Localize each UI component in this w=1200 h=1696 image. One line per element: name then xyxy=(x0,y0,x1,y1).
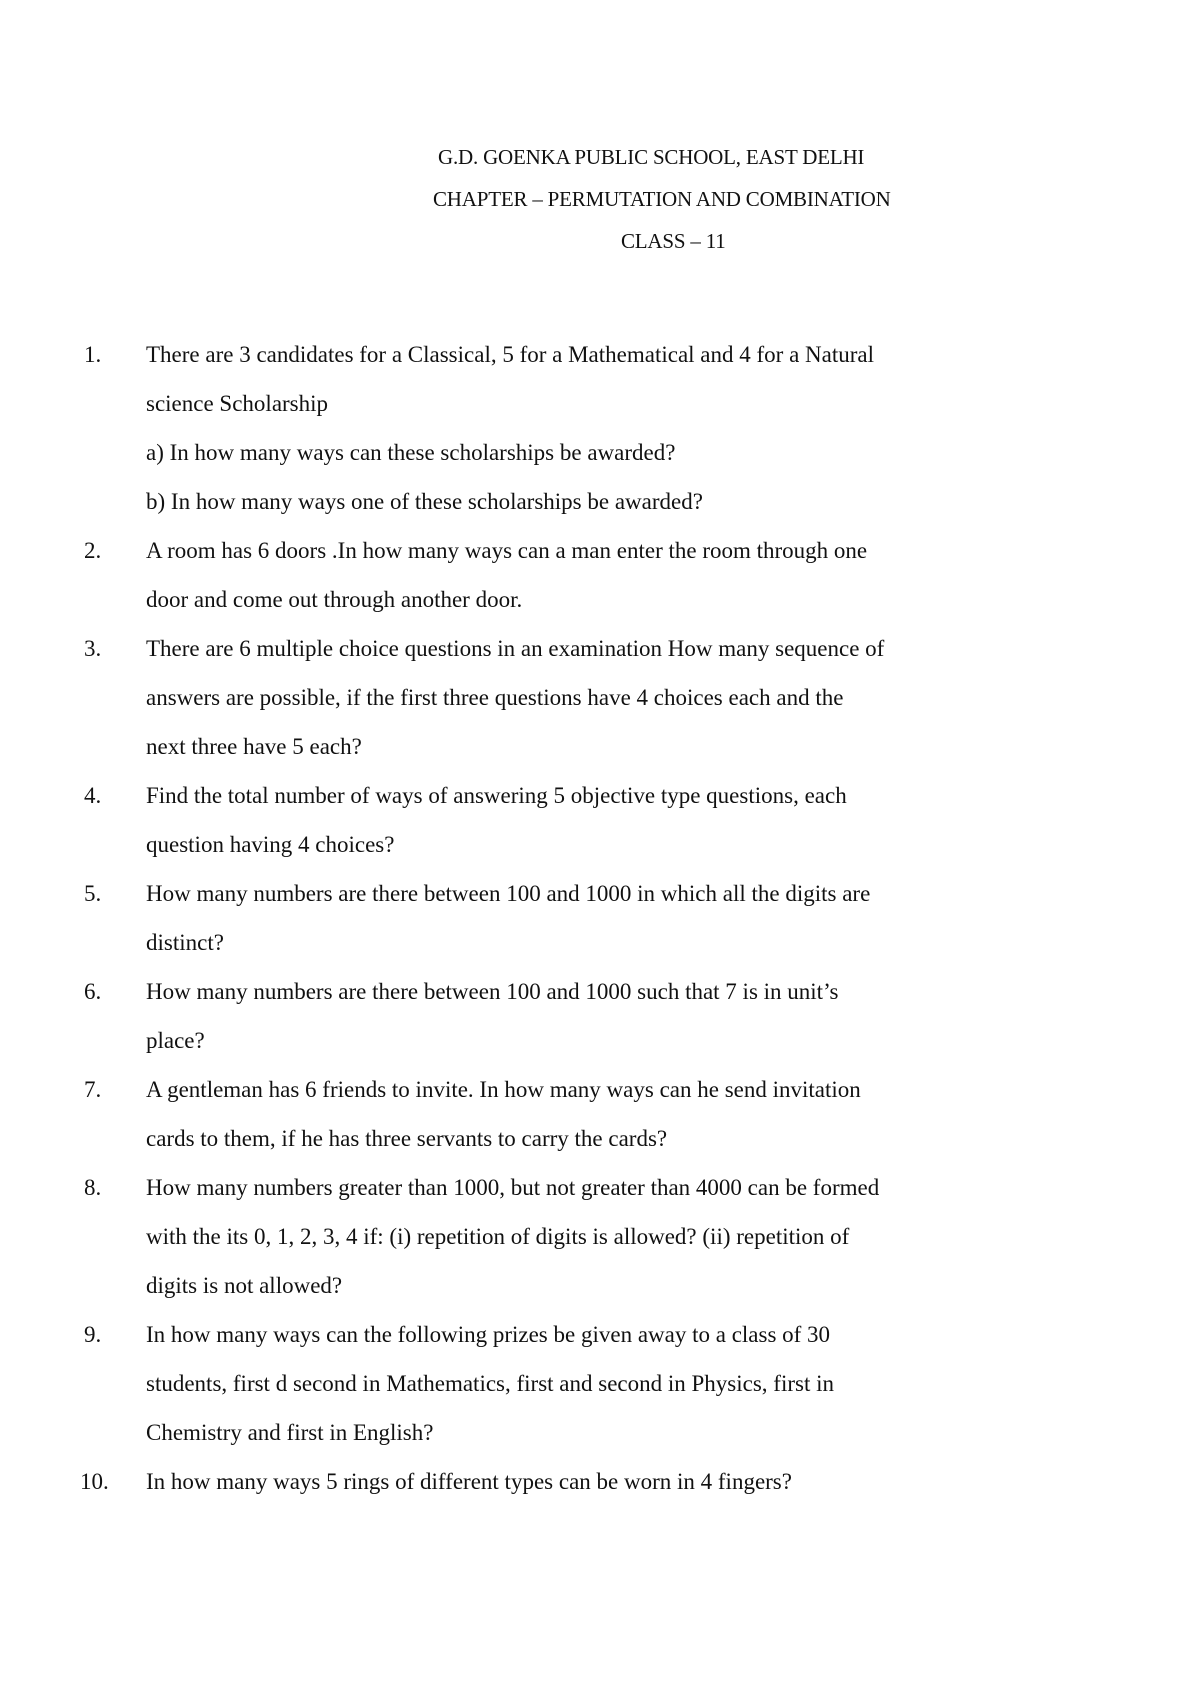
question-number: 6. xyxy=(84,979,102,1004)
question-number: 2. xyxy=(84,538,102,563)
question-text xyxy=(146,624,1076,771)
question-text xyxy=(146,1457,1076,1506)
question-number: 3. xyxy=(84,636,102,661)
question-text xyxy=(146,967,1076,1065)
question-line: cards to them, if he has three servants to carry the cards? xyxy=(146,1126,668,1151)
question-text xyxy=(146,1065,1076,1163)
question-number: 10. xyxy=(80,1469,109,1494)
question-number: 8. xyxy=(84,1175,102,1200)
question-line: A room has 6 doors .In how many ways can a man enter the room through one xyxy=(146,538,868,563)
question-item xyxy=(0,1065,1200,1163)
question-line: There are 6 multiple choice questions in an examination How many sequence of xyxy=(146,636,885,661)
question-line: science Scholarship xyxy=(146,391,329,416)
chapter-title: CHAPTER – PERMUTATION AND COMBINATION xyxy=(433,187,891,211)
question-item xyxy=(0,771,1200,869)
question-line: Find the total number of ways of answering 5 objective type questions, each xyxy=(146,783,847,808)
question-line: students, first d second in Mathematics, first and second in Physics, first in xyxy=(146,1371,834,1396)
question-line: answers are possible, if the first three questions have 4 choices each and the xyxy=(146,685,844,710)
question-line: with the its 0, 1, 2, 3, 4 if: (i) repetition of digits is allowed? (ii) repetition of xyxy=(146,1224,850,1249)
question-line: digits is not allowed? xyxy=(146,1273,343,1298)
question-line: In how many ways 5 rings of different types can be worn in 4 fingers? xyxy=(146,1469,792,1494)
question-number: 7. xyxy=(84,1077,102,1102)
question-item xyxy=(0,967,1200,1065)
question-number: 5. xyxy=(84,881,102,906)
question-line: door and come out through another door. xyxy=(146,587,523,612)
question-line: question having 4 choices? xyxy=(146,832,395,857)
class-label: CLASS – 11 xyxy=(621,229,726,253)
question-text xyxy=(146,1163,1076,1310)
question-item xyxy=(0,624,1200,771)
question-line: place? xyxy=(146,1028,205,1053)
question-line: How many numbers greater than 1000, but not greater than 4000 can be formed xyxy=(146,1175,880,1200)
question-line: a) In how many ways can these scholarships be awarded? xyxy=(146,440,676,465)
question-line: In how many ways can the following prizes be given away to a class of 30 xyxy=(146,1322,831,1347)
question-list xyxy=(0,330,1200,1506)
question-text xyxy=(146,869,1076,967)
question-line: There are 3 candidates for a Classical, 5 for a Mathematical and 4 for a Natural xyxy=(146,342,875,367)
question-item xyxy=(0,1163,1200,1310)
question-number: 1. xyxy=(84,342,102,367)
question-item xyxy=(0,330,1200,526)
question-line: How many numbers are there between 100 and 1000 such that 7 is in unit’s xyxy=(146,979,839,1004)
question-text xyxy=(146,771,1076,869)
school-name: G.D. GOENKA PUBLIC SCHOOL, EAST DELHI xyxy=(438,145,865,169)
question-number: 9. xyxy=(84,1322,102,1347)
question-item xyxy=(0,526,1200,624)
question-item xyxy=(0,1457,1200,1506)
question-text xyxy=(146,330,1076,526)
question-text xyxy=(146,1310,1076,1457)
question-line: b) In how many ways one of these scholarships be awarded? xyxy=(146,489,703,514)
question-line: How many numbers are there between 100 and 1000 in which all the digits are xyxy=(146,881,871,906)
question-line: A gentleman has 6 friends to invite. In how many ways can he send invitation xyxy=(146,1077,861,1102)
question-text xyxy=(146,526,1076,624)
question-item xyxy=(0,1310,1200,1457)
question-line: distinct? xyxy=(146,930,224,955)
question-item xyxy=(0,869,1200,967)
question-line: next three have 5 each? xyxy=(146,734,362,759)
question-number: 4. xyxy=(84,783,102,808)
question-line: Chemistry and first in English? xyxy=(146,1420,434,1445)
